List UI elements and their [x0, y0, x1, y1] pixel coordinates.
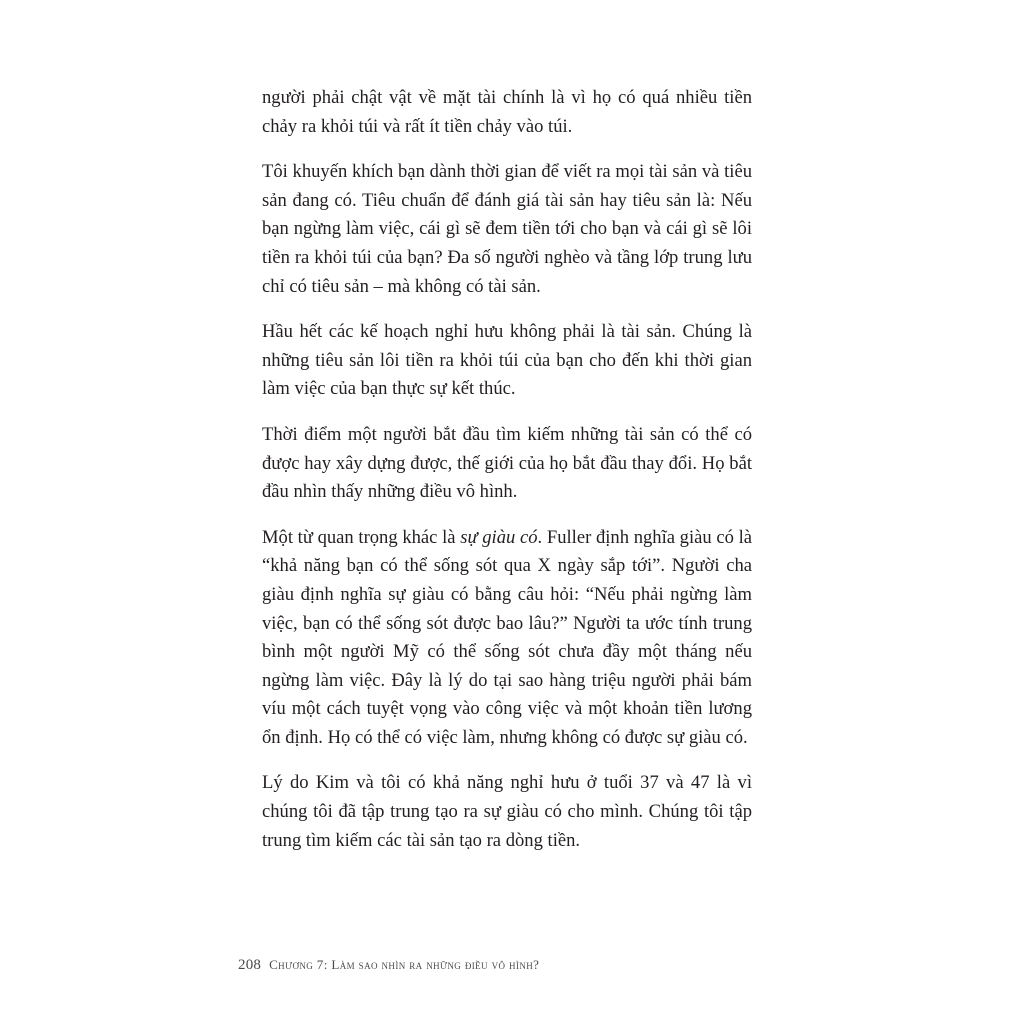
page-footer	[238, 956, 539, 974]
body-text	[262, 84, 752, 872]
paragraph-1: người phải chật vật về mặt tài chính là vì họ có quá nhiều tiền chảy ra khỏi túi và rất ít tiền chảy vào túi.	[262, 87, 752, 137]
running-chapter-title: Chương 7: Làm sao nhìn ra những điều vô hình?	[269, 957, 540, 972]
page-number: 208	[238, 957, 262, 973]
paragraph-4: Thời điểm một người bắt đầu tìm kiếm những tài sản có thể có được hay xây dựng được, thế giới của họ bắt đầu thay đổi. Họ bắt đầu nhìn thấy những điều vô hình.	[262, 423, 752, 503]
paragraph-5-after: . Fuller định nghĩa giàu có là “khả năng bạn có thể sống sót qua X ngày sắp tới”. Người cha giàu định nghĩa sự giàu có bằng câu hỏi: “Nếu phải ngừng làm việc, bạn có thể sống sót được bao lâu?” Người ta ước tính trung bình một người Mỹ có thể sống sót chưa đầy một tháng nếu ngừng làm việc. Đây là lý do tại sao hàng triệu người phải bám víu một cách tuyệt vọng vào công việc và một khoản tiền lương ổn định. Họ có thể có việc làm, nhưng không có được sự giàu có.	[262, 526, 753, 748]
paragraph-2: Tôi khuyến khích bạn dành thời gian để viết ra mọi tài sản và tiêu sản đang có. Tiêu chuẩn để đánh giá tài sản hay tiêu sản là: Nếu bạn ngừng làm việc, cái gì sẽ đem tiền tới cho bạn và cái gì sẽ lôi tiền ra khỏi túi của bạn? Đa số người nghèo và tầng lớp trung lưu chỉ có tiêu sản – mà không có tài sản.	[262, 161, 752, 297]
paragraph-5	[262, 524, 752, 753]
paragraph-5-emphasis: sự giàu có	[460, 526, 538, 548]
paragraph-3: Hầu hết các kế hoạch nghỉ hưu không phải là tài sản. Chúng là những tiêu sản lôi tiền ra khỏi túi của bạn cho đến khi thời gian làm việc của bạn thực sự kết thúc.	[262, 321, 752, 400]
paragraph-5-before: Một từ quan trọng khác là	[262, 526, 461, 548]
paragraph-6: Lý do Kim và tôi có khả năng nghỉ hưu ở tuổi 37 và 47 là vì chúng tôi đã tập trung tạo ra sự giàu có cho mình. Chúng tôi tập trung tìm kiếm các tài sản tạo ra dòng tiền.	[262, 772, 752, 851]
